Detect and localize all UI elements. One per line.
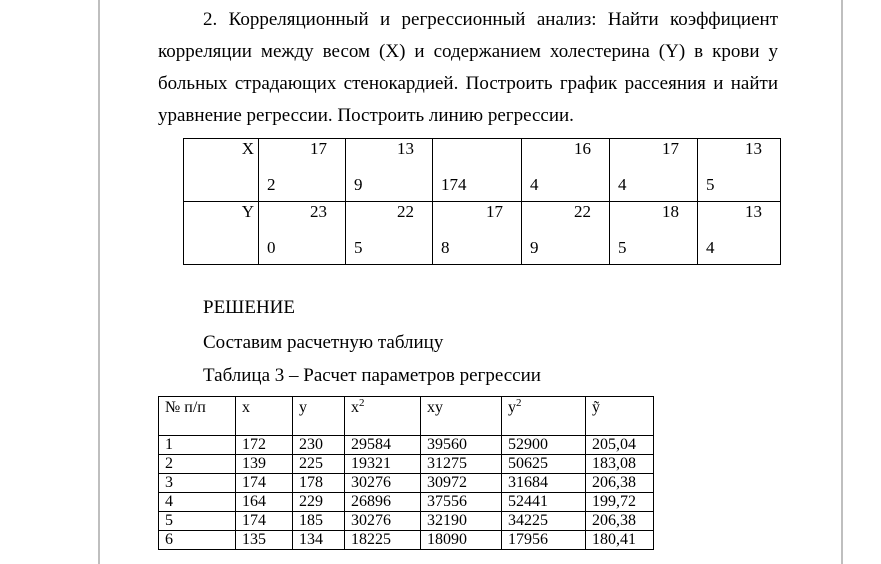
cell-y-predicted: 183,08 [586,455,654,474]
y-row [184,202,781,265]
x-value-cell [522,139,610,202]
y-value-bottom: 9 [530,238,539,257]
cell-y: 225 [293,455,345,474]
y-value-bottom: 4 [706,238,715,257]
cell-xy: 32190 [421,512,502,531]
x-value-top: 17 [662,139,679,158]
cell-x2: 30276 [345,474,421,493]
cell-xy: 37556 [421,493,502,512]
cell-x: 174 [236,512,293,531]
x-value-cell [346,139,433,202]
calculation-table [158,396,654,550]
cell-x2: 18225 [345,531,421,550]
y-header-cell [184,202,259,265]
x-value-bottom: 174 [441,175,467,194]
x-value-cell [433,139,522,202]
cell-index: 4 [159,493,236,512]
x-value-cell [259,139,346,202]
y-value-cell [259,202,346,265]
cell-y2: 52441 [502,493,586,512]
x-value-top [433,139,521,163]
cell-y: 185 [293,512,345,531]
x-label: X [241,139,254,158]
x-value-bottom: 2 [267,175,276,194]
cell-xy: 31275 [421,455,502,474]
y-value-cell [610,202,698,265]
x-value-top: 16 [574,139,591,158]
cell-x2: 30276 [345,512,421,531]
x-value-cell [610,139,698,202]
col-header-xy: xy [421,397,502,436]
y-value-cell [698,202,781,265]
x2-exponent: 2 [359,397,365,409]
table-row [159,436,654,455]
cell-y-predicted: 205,04 [586,436,654,455]
cell-index: 5 [159,512,236,531]
table-row [159,512,654,531]
x-value-top: 13 [745,139,762,158]
cell-x: 135 [236,531,293,550]
y-value-cell [522,202,610,265]
x-value-bottom: 9 [354,175,363,194]
cell-index: 6 [159,531,236,550]
cell-y2: 50625 [502,455,586,474]
task-line: уравнение регрессии. Построить линию регрессии. [158,105,574,126]
cell-y2: 52900 [502,436,586,455]
x-value-top: 17 [310,139,327,158]
cell-y-predicted: 180,41 [586,531,654,550]
task-line: корреляции между весом (X) и содержанием холестерина (Y) в крови у [158,41,778,62]
task-paragraph [158,4,778,132]
cell-xy: 39560 [421,436,502,455]
table-row [159,531,654,550]
cell-index: 3 [159,474,236,493]
page-right-edge [841,0,843,564]
cell-y-predicted: 206,38 [586,474,654,493]
x-value-top: 13 [397,139,414,158]
task-line: больных страдающих стенокардией. Построить график рассеяния и найти [158,73,778,94]
cell-index: 2 [159,455,236,474]
cell-xy: 30972 [421,474,502,493]
y-value-cell [433,202,522,265]
y-value-bottom: 5 [354,238,363,257]
col-header-x: x [236,397,293,436]
y-value-bottom: 0 [267,238,276,257]
cell-y2: 34225 [502,512,586,531]
cell-y: 230 [293,436,345,455]
y-value-top: 13 [745,202,762,221]
solution-heading: РЕШЕНИЕ [203,297,295,318]
y-value-bottom: 8 [441,238,450,257]
x-value-cell [698,139,781,202]
cell-y2: 31684 [502,474,586,493]
x-value-bottom: 5 [706,175,715,194]
cell-xy: 18090 [421,531,502,550]
y-value-bottom: 5 [618,238,627,257]
x-value-bottom: 4 [530,175,539,194]
x2-base: x [351,399,359,416]
cell-x: 174 [236,474,293,493]
cell-x2: 26896 [345,493,421,512]
cell-y-predicted: 206,38 [586,512,654,531]
col-header-index: № п/п [159,397,236,436]
y-value-top: 18 [662,202,679,221]
calc-header-row [159,397,654,436]
cell-y2: 17956 [502,531,586,550]
source-data-table [183,138,781,265]
cell-x: 172 [236,436,293,455]
y2-exponent: 2 [516,397,522,409]
col-header-y-predicted: ỹ [586,397,654,436]
cell-y: 134 [293,531,345,550]
cell-x2: 19321 [345,455,421,474]
x-header-cell [184,139,259,202]
y-value-top: 17 [486,202,503,221]
y-value-top: 23 [310,202,327,221]
col-header-y2 [502,397,586,436]
x-row [184,139,781,202]
cell-y-predicted: 199,72 [586,493,654,512]
col-header-y: y [293,397,345,436]
y-label: Y [241,202,254,221]
cell-x: 139 [236,455,293,474]
cell-y: 229 [293,493,345,512]
intro-text: Составим расчетную таблицу [203,332,444,353]
col-header-x2 [345,397,421,436]
cell-y: 178 [293,474,345,493]
cell-x2: 29584 [345,436,421,455]
y-value-top: 22 [397,202,414,221]
y-value-cell [346,202,433,265]
cell-x: 164 [236,493,293,512]
x-value-bottom: 4 [618,175,627,194]
table-row [159,493,654,512]
table-row [159,455,654,474]
y2-base: y [508,399,516,416]
table-caption: Таблица 3 – Расчет параметров регрессии [203,365,541,386]
table-row [159,474,654,493]
task-line: 2. Корреляционный и регрессионный анализ: Найти коэффициент [203,9,778,30]
cell-index: 1 [159,436,236,455]
page-left-edge [98,0,100,564]
y-value-top: 22 [574,202,591,221]
